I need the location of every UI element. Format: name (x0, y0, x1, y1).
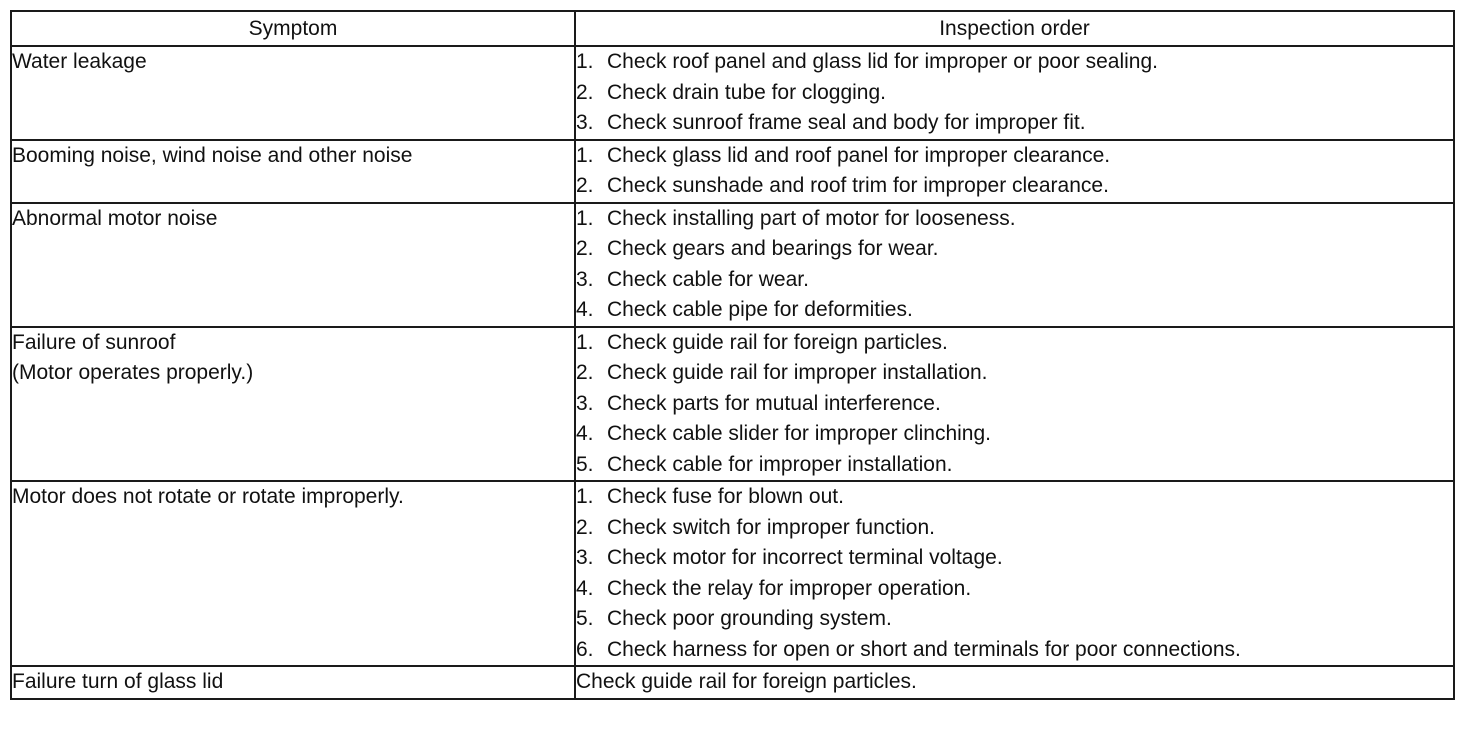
inspection-step (576, 543, 1453, 574)
inspection-step (576, 234, 1453, 265)
step-text: Check sunshade and roof trim for improper clearance. (607, 174, 1109, 197)
step-number: 2. (576, 515, 594, 539)
symptom-text: Abnormal motor noise (12, 206, 218, 230)
table-row (11, 46, 1454, 140)
header-row (11, 11, 1454, 46)
inspection-step (576, 450, 1453, 481)
step-number: 4. (576, 576, 594, 600)
table-row (11, 327, 1454, 482)
step-number: 4. (576, 422, 594, 445)
table-body (11, 46, 1454, 699)
symptom-cell (11, 666, 575, 699)
step-number: 4. (576, 298, 594, 321)
symptom-cell (11, 46, 575, 140)
inspection-step (576, 389, 1453, 420)
inspection-step (576, 635, 1453, 666)
inspection-step (576, 667, 1453, 698)
step-text: Check cable for improper installation. (607, 452, 953, 476)
step-text: Check guide rail for foreign particles. (576, 670, 917, 693)
step-text: Check fuse for blown out. (607, 485, 844, 508)
symptom-text: Failure turn of glass lid (12, 670, 224, 693)
inspection-order-cell (575, 327, 1454, 482)
step-number: 3. (576, 111, 594, 134)
inspection-step (576, 141, 1453, 172)
step-text: Check harness for open or short and terminals for poor connections. (607, 637, 1241, 661)
inspection-step (576, 419, 1453, 450)
step-text: Check parts for mutual interference. (607, 391, 941, 415)
symptom-text: Motor does not rotate or rotate improperly. (12, 485, 404, 508)
inspection-step (576, 482, 1453, 513)
symptom-header: Symptom (11, 11, 575, 46)
inspection-step (576, 47, 1453, 78)
inspection-step (576, 358, 1453, 389)
step-number: 1. (576, 50, 594, 73)
step-text: Check motor for incorrect terminal voltage. (607, 546, 1003, 569)
inspection-step (576, 574, 1453, 605)
step-text: Check cable slider for improper clinching. (607, 422, 991, 445)
symptom-text: Booming noise, wind noise and other noise (12, 143, 413, 167)
inspection-order-cell (575, 481, 1454, 666)
inspection-order-cell (575, 666, 1454, 699)
step-text: Check guide rail for improper installation. (607, 361, 988, 384)
step-number: 1. (576, 143, 594, 167)
step-number: 3. (576, 546, 594, 569)
table-row (11, 481, 1454, 666)
step-number: 5. (576, 452, 594, 476)
table-row (11, 666, 1454, 699)
inspection-step (576, 171, 1453, 202)
step-number: 2. (576, 174, 594, 197)
symptom-cell (11, 327, 575, 482)
symptom-cell (11, 481, 575, 666)
step-number: 1. (576, 206, 594, 230)
step-text: Check cable pipe for deformities. (607, 298, 913, 321)
symptom-text: Water leakage (12, 50, 147, 73)
inspection-step (576, 108, 1453, 139)
step-number: 1. (576, 330, 594, 354)
inspection-step (576, 78, 1453, 109)
step-number: 2. (576, 237, 594, 260)
step-text: Check gears and bearings for wear. (607, 237, 939, 260)
table-row (11, 203, 1454, 327)
inspection-order-cell (575, 46, 1454, 140)
step-number: 2. (576, 361, 594, 384)
step-number: 3. (576, 391, 594, 415)
step-text: Check the relay for improper operation. (607, 576, 972, 600)
step-text: Check drain tube for clogging. (607, 80, 886, 104)
table-row (11, 140, 1454, 203)
inspection-step (576, 513, 1453, 544)
step-number: 3. (576, 267, 594, 291)
symptom-cell (11, 140, 575, 203)
step-text: Check poor grounding system. (607, 607, 892, 630)
inspection-step (576, 604, 1453, 635)
step-text: Check guide rail for foreign particles. (607, 330, 948, 354)
inspection-order-header: Inspection order (575, 11, 1454, 46)
symptom-text: Failure of sunroof (12, 330, 176, 354)
inspection-step (576, 295, 1453, 326)
inspection-step (576, 265, 1453, 296)
step-text: Check switch for improper function. (607, 515, 935, 539)
step-number: 6. (576, 637, 594, 661)
step-text: Check roof panel and glass lid for improper or poor sealing. (607, 50, 1158, 73)
symptom-cell (11, 203, 575, 327)
symptom-text: (Motor operates properly.) (12, 361, 254, 384)
step-text: Check installing part of motor for looseness. (607, 206, 1016, 230)
step-text: Check glass lid and roof panel for improper clearance. (607, 143, 1111, 167)
inspection-step (576, 328, 1453, 359)
step-text: Check sunroof frame seal and body for improper fit. (607, 111, 1086, 134)
step-text: Check cable for wear. (607, 267, 809, 291)
inspection-order-cell (575, 140, 1454, 203)
inspection-order-cell (575, 203, 1454, 327)
step-number: 5. (576, 607, 594, 630)
step-number: 2. (576, 80, 594, 104)
inspection-step (576, 204, 1453, 235)
inspection-table (10, 10, 1455, 700)
step-number: 1. (576, 485, 594, 508)
